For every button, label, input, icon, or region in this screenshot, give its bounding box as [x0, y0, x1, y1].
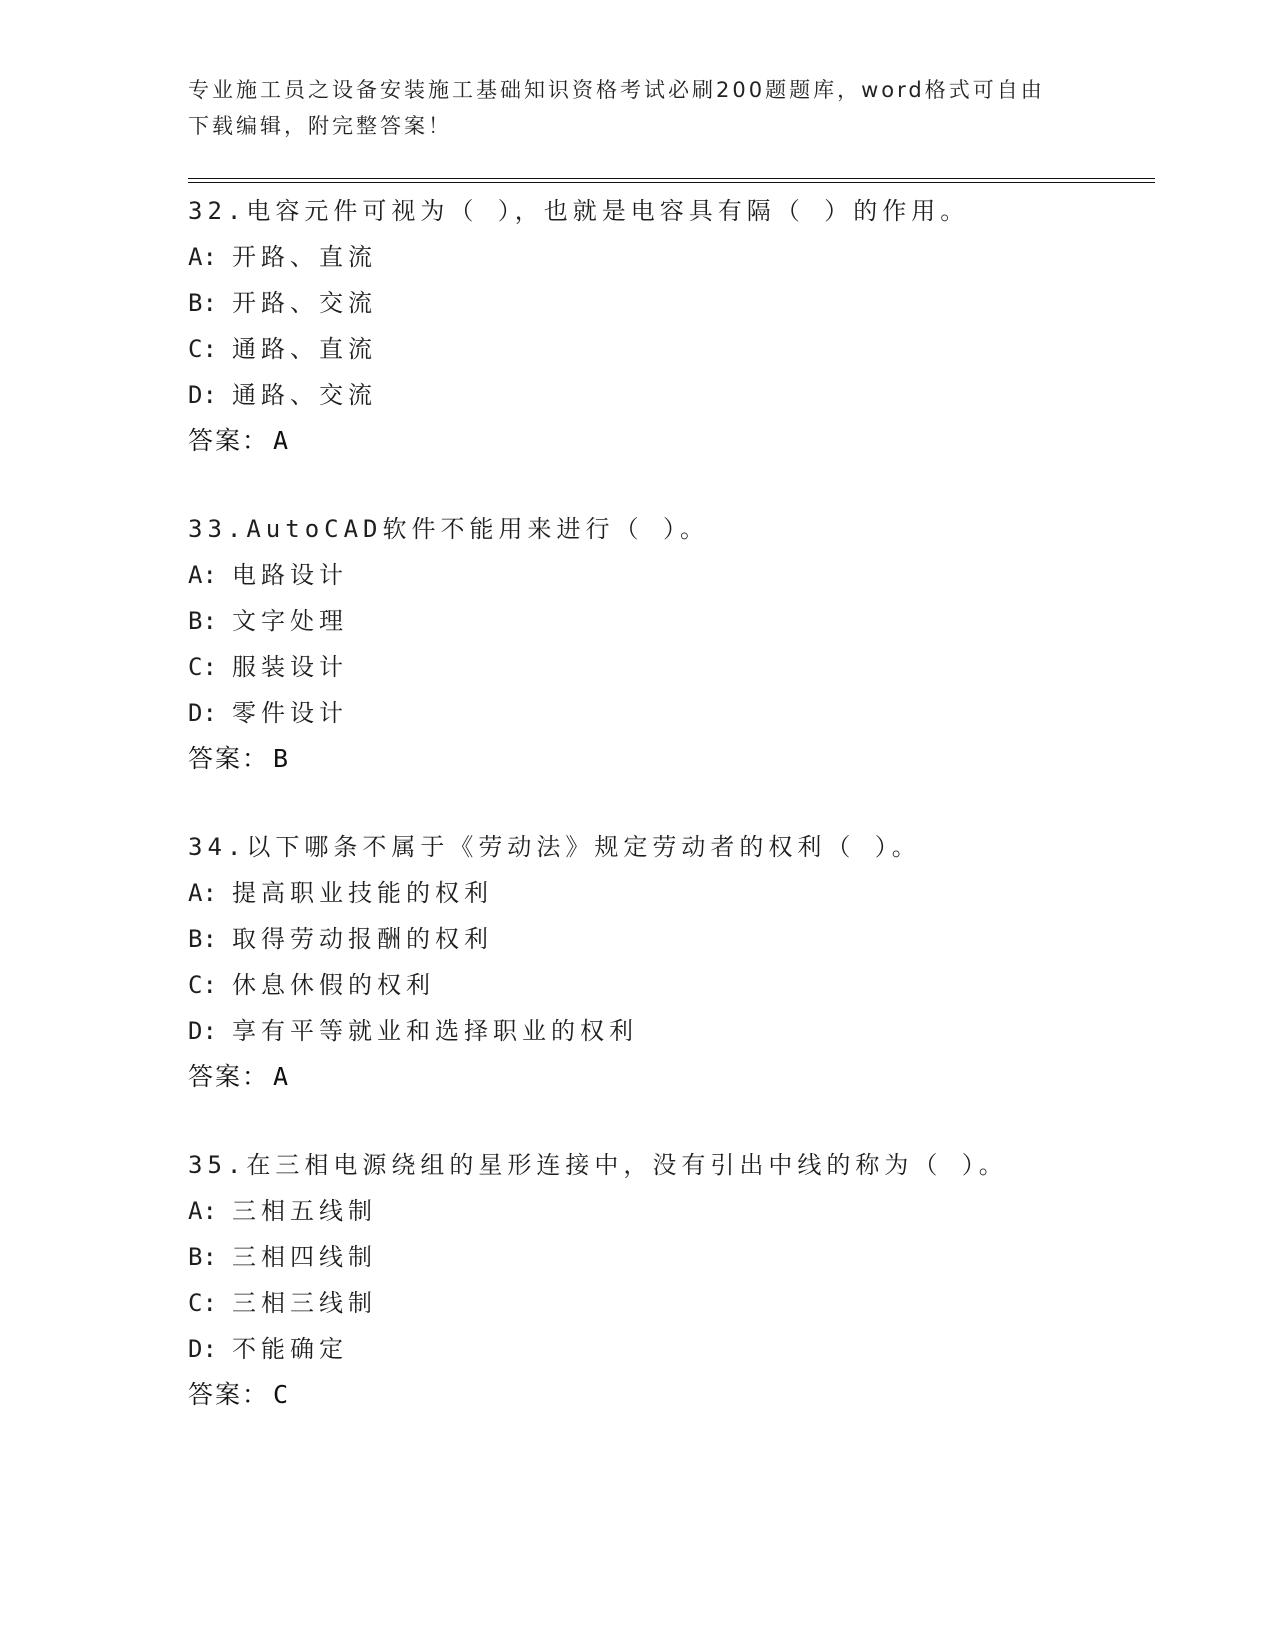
option-text: 开路、交流 [232, 289, 377, 317]
answer-label: 答案： [188, 1062, 270, 1091]
question-34 [188, 824, 1148, 1100]
answer-line [188, 1054, 1148, 1100]
header-line-1: 专业施工员之设备安装施工基础知识资格考试必刷200题题库，word格式可自由 [188, 78, 1045, 102]
option-letter: C: [188, 1289, 217, 1317]
question-stem: 33.AutoCAD软件不能用来进行（ ）。 [188, 515, 709, 543]
answer-line [188, 736, 1148, 782]
option-text: 三相三线制 [232, 1289, 377, 1317]
option-d [188, 1008, 1148, 1054]
header-divider [188, 178, 1155, 183]
option-text: 零件设计 [232, 699, 348, 727]
option-d [188, 1326, 1148, 1372]
option-text: 通路、交流 [232, 381, 377, 409]
option-text: 享有平等就业和选择职业的权利 [232, 1017, 638, 1045]
option-d [188, 690, 1148, 736]
option-letter: A: [188, 1197, 217, 1225]
answer-label: 答案： [188, 744, 270, 773]
option-a [188, 870, 1148, 916]
document-header [188, 72, 1088, 144]
option-b [188, 598, 1148, 644]
answer-line [188, 418, 1148, 464]
option-letter: B: [188, 289, 217, 317]
option-text: 文字处理 [232, 607, 348, 635]
question-stem: 32.电容元件可视为（ ），也就是电容具有隔（ ）的作用。 [188, 197, 970, 225]
option-letter: C: [188, 335, 217, 363]
answer-value: A [273, 426, 289, 455]
answer-line [188, 1372, 1148, 1418]
option-c [188, 962, 1148, 1008]
option-text: 通路、直流 [232, 335, 377, 363]
option-b [188, 916, 1148, 962]
option-text: 三相五线制 [232, 1197, 377, 1225]
option-text: 三相四线制 [232, 1243, 377, 1271]
option-b [188, 280, 1148, 326]
option-letter: D: [188, 1017, 217, 1045]
option-letter: C: [188, 971, 217, 999]
answer-label: 答案： [188, 1380, 270, 1409]
question-stem: 34.以下哪条不属于《劳动法》规定劳动者的权利（ ）。 [188, 833, 921, 861]
question-35 [188, 1142, 1148, 1418]
option-text: 取得劳动报酬的权利 [232, 925, 493, 953]
answer-label: 答案： [188, 426, 270, 455]
question-stem: 35.在三相电源绕组的星形连接中，没有引出中线的称为（ ）。 [188, 1151, 1008, 1179]
answer-value: C [273, 1380, 289, 1409]
option-a [188, 1188, 1148, 1234]
option-c [188, 1280, 1148, 1326]
option-text: 开路、直流 [232, 243, 377, 271]
option-text: 电路设计 [232, 561, 348, 589]
question-32 [188, 188, 1148, 464]
option-b [188, 1234, 1148, 1280]
option-letter: D: [188, 1335, 217, 1363]
option-c [188, 644, 1148, 690]
option-text: 不能确定 [232, 1335, 348, 1363]
option-letter: A: [188, 243, 217, 271]
header-line-2: 下载编辑，附完整答案！ [188, 114, 452, 138]
option-text: 提高职业技能的权利 [232, 879, 493, 907]
option-letter: B: [188, 925, 217, 953]
option-letter: A: [188, 879, 217, 907]
option-letter: D: [188, 381, 217, 409]
option-a [188, 234, 1148, 280]
answer-value: A [273, 1062, 289, 1091]
option-letter: B: [188, 1243, 217, 1271]
option-letter: A: [188, 561, 217, 589]
option-letter: B: [188, 607, 217, 635]
option-text: 休息休假的权利 [232, 971, 435, 999]
question-33 [188, 506, 1148, 782]
option-text: 服装设计 [232, 653, 348, 681]
option-letter: C: [188, 653, 217, 681]
answer-value: B [273, 744, 289, 773]
option-d [188, 372, 1148, 418]
option-c [188, 326, 1148, 372]
option-a [188, 552, 1148, 598]
option-letter: D: [188, 699, 217, 727]
